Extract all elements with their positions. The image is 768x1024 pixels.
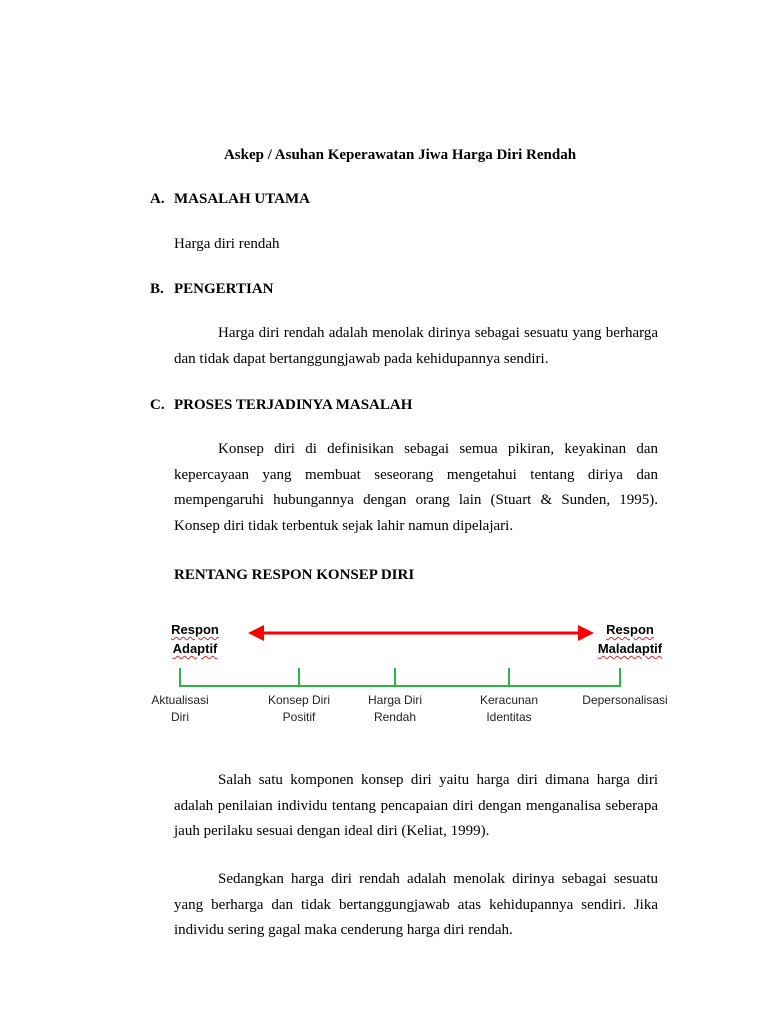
- tick-label-line: Keracunan: [479, 693, 539, 707]
- left-end-line-2: Adaptif: [172, 641, 218, 656]
- section-marker: A.: [150, 191, 165, 207]
- section-marker: C.: [150, 397, 165, 413]
- pengertian-paragraph: Harga diri rendah adalah menolak dirinya sebagai sesuatu yang berharga dan tidak dapat bertanggungjawab pada kehidupannya sendiri.: [174, 325, 658, 367]
- tick-label-line: Harga Diri: [367, 693, 422, 707]
- tick-label-line: Rendah: [373, 710, 417, 724]
- left-end-label: [150, 620, 240, 658]
- paragraph-harga-diri: Salah satu komponen konsep diri yaitu harga diri dimana harga diri adalah penilaian individu tentang pencapaian diri dengan menganalisa seberapa jauh perilaku sesuai dengan ideal diri (Keliat, 1999).: [174, 772, 658, 839]
- section-title: PROSES TERJADINYA MASALAH: [174, 397, 413, 413]
- tick-label-konsep-diri: [254, 692, 344, 726]
- tick-label-depersonalisasi: [575, 692, 675, 709]
- right-end-label: [580, 620, 680, 658]
- proses-paragraph: Konsep diri di definisikan sebagai semua pikiran, keyakinan dan kepercayaan yang membuat seseorang mengetahui tentang diriya dan mempengaruhi hubungannya dengan orang lain (Stuart & Sunden, 1995). Konsep diri tidak terbentuk sejak lahir namun dipelajari.: [174, 441, 658, 534]
- section-heading-b: [150, 281, 274, 298]
- tick-label-line: Identitas: [486, 710, 532, 724]
- tick-label-line: Diri: [171, 710, 189, 724]
- section-heading-c: [150, 397, 412, 414]
- tick-label-keracunan: [469, 692, 549, 726]
- document-title: Askep / Asuhan Keperawatan Jiwa Harga Diri Rendah: [223, 147, 577, 163]
- tick-label-line: Aktualisasi: [151, 693, 209, 707]
- rentang-heading: RENTANG RESPON KONSEP DIRI: [174, 567, 415, 583]
- left-end-line-1: Respon: [171, 622, 219, 637]
- tick-label-line: Konsep Diri: [267, 693, 331, 707]
- paragraph-harga-diri-rendah: Sedangkan harga diri rendah adalah menolak dirinya sebagai sesuatu yang berharga dan tidak bertanggungjawab atas kehidupannya sendiri. Jika individu sering gagal maka cenderung harga diri rendah.: [174, 871, 658, 938]
- tick-label-line: Depersonalisasi: [582, 693, 668, 707]
- arrow-head-left: [248, 625, 264, 641]
- section-title: PENGERTIAN: [174, 281, 274, 297]
- rentang-respon-diagram: [150, 610, 690, 740]
- section-heading-a: [150, 191, 310, 208]
- section-title: MASALAH UTAMA: [174, 191, 310, 207]
- tick-label-harga-diri: [355, 692, 435, 726]
- tick-label-aktualisasi: [140, 692, 220, 726]
- section-marker: B.: [150, 281, 164, 297]
- right-end-line-1: Respon: [606, 622, 654, 637]
- tick-label-line: Positif: [282, 710, 316, 724]
- right-end-line-2: Maladaptif: [597, 641, 663, 656]
- masalah-utama-text: Harga diri rendah: [174, 236, 280, 252]
